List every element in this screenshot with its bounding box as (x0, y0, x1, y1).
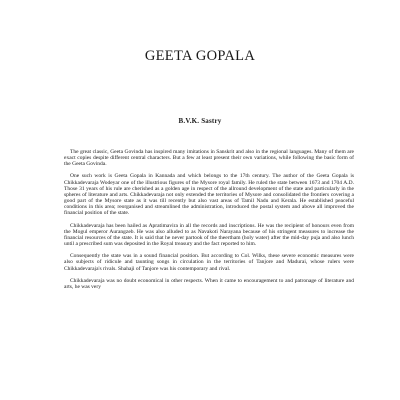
article-body (64, 149, 354, 295)
paragraph-2: One such work is Geeta Gopala in Kannada and which belongs to the 17th century. The author of the Geeta Gopala is Chikkadevaraja Wodeyar one of the illustrious figures of the Mysore royal family. He ruled the state between 1673 and 1704 A.D. Those 31 years of his rule are cherished as a golden age in respect of the allround development of the state and particularly in the spheres of literature and arts. Chikkadevaraja not only extended the territories of Mysore and consolidated the frontiers covering a good part of the Mysore state as it was till recently but also vast areas of Tamil Nadu and Kerala. He established peaceful conditions in this area; reorganised and streamlined the administration, introduced the postal system and above all improved the financial position of the state. (64, 173, 354, 217)
page-title: GEETA GOPALA (144, 48, 256, 64)
author-name: B.V.K. Sastry (178, 117, 222, 125)
paragraph-4: Consequently the state was in a sound financial position. But according to Col. Wilks, these severe economic measures were also subjects of ridicule and taunting songs in circulation in the territories of Tanjore and Madurai, whose rulers were Chikkadevaraja's rivals. Shahaji of Tanjore was his contemporary and rival. (64, 253, 354, 272)
paragraph-3: Chikkadevaraja has been hailed as Apratimavira in all the records and inscriptions. He was the recipient of honours even from the Mogul emperor Aurangzeb. He was also alluded to as Navakoti Narayana because of his stringent measures to increase the financial resources of the state. It is said that he never partook of the theertham (holy water) after the mid-day puja and also lunch until a prescribed sum was deposited in the Royal treasury and the fact reported to him. (64, 222, 354, 248)
paragraph-1: The great classic, Geeta Govinda has inspired many imitations in Sanskrit and also in the regional languages. Many of them are exact copies despite different central characters. But a few at least present their own variations, while following the basic form of the Geeta Govinda. (64, 149, 354, 168)
paragraph-5: Chikkadevaraja was no doubt economical in other respects. When it came to encouragement to and patronage of literature and arts, he was very (64, 277, 354, 290)
